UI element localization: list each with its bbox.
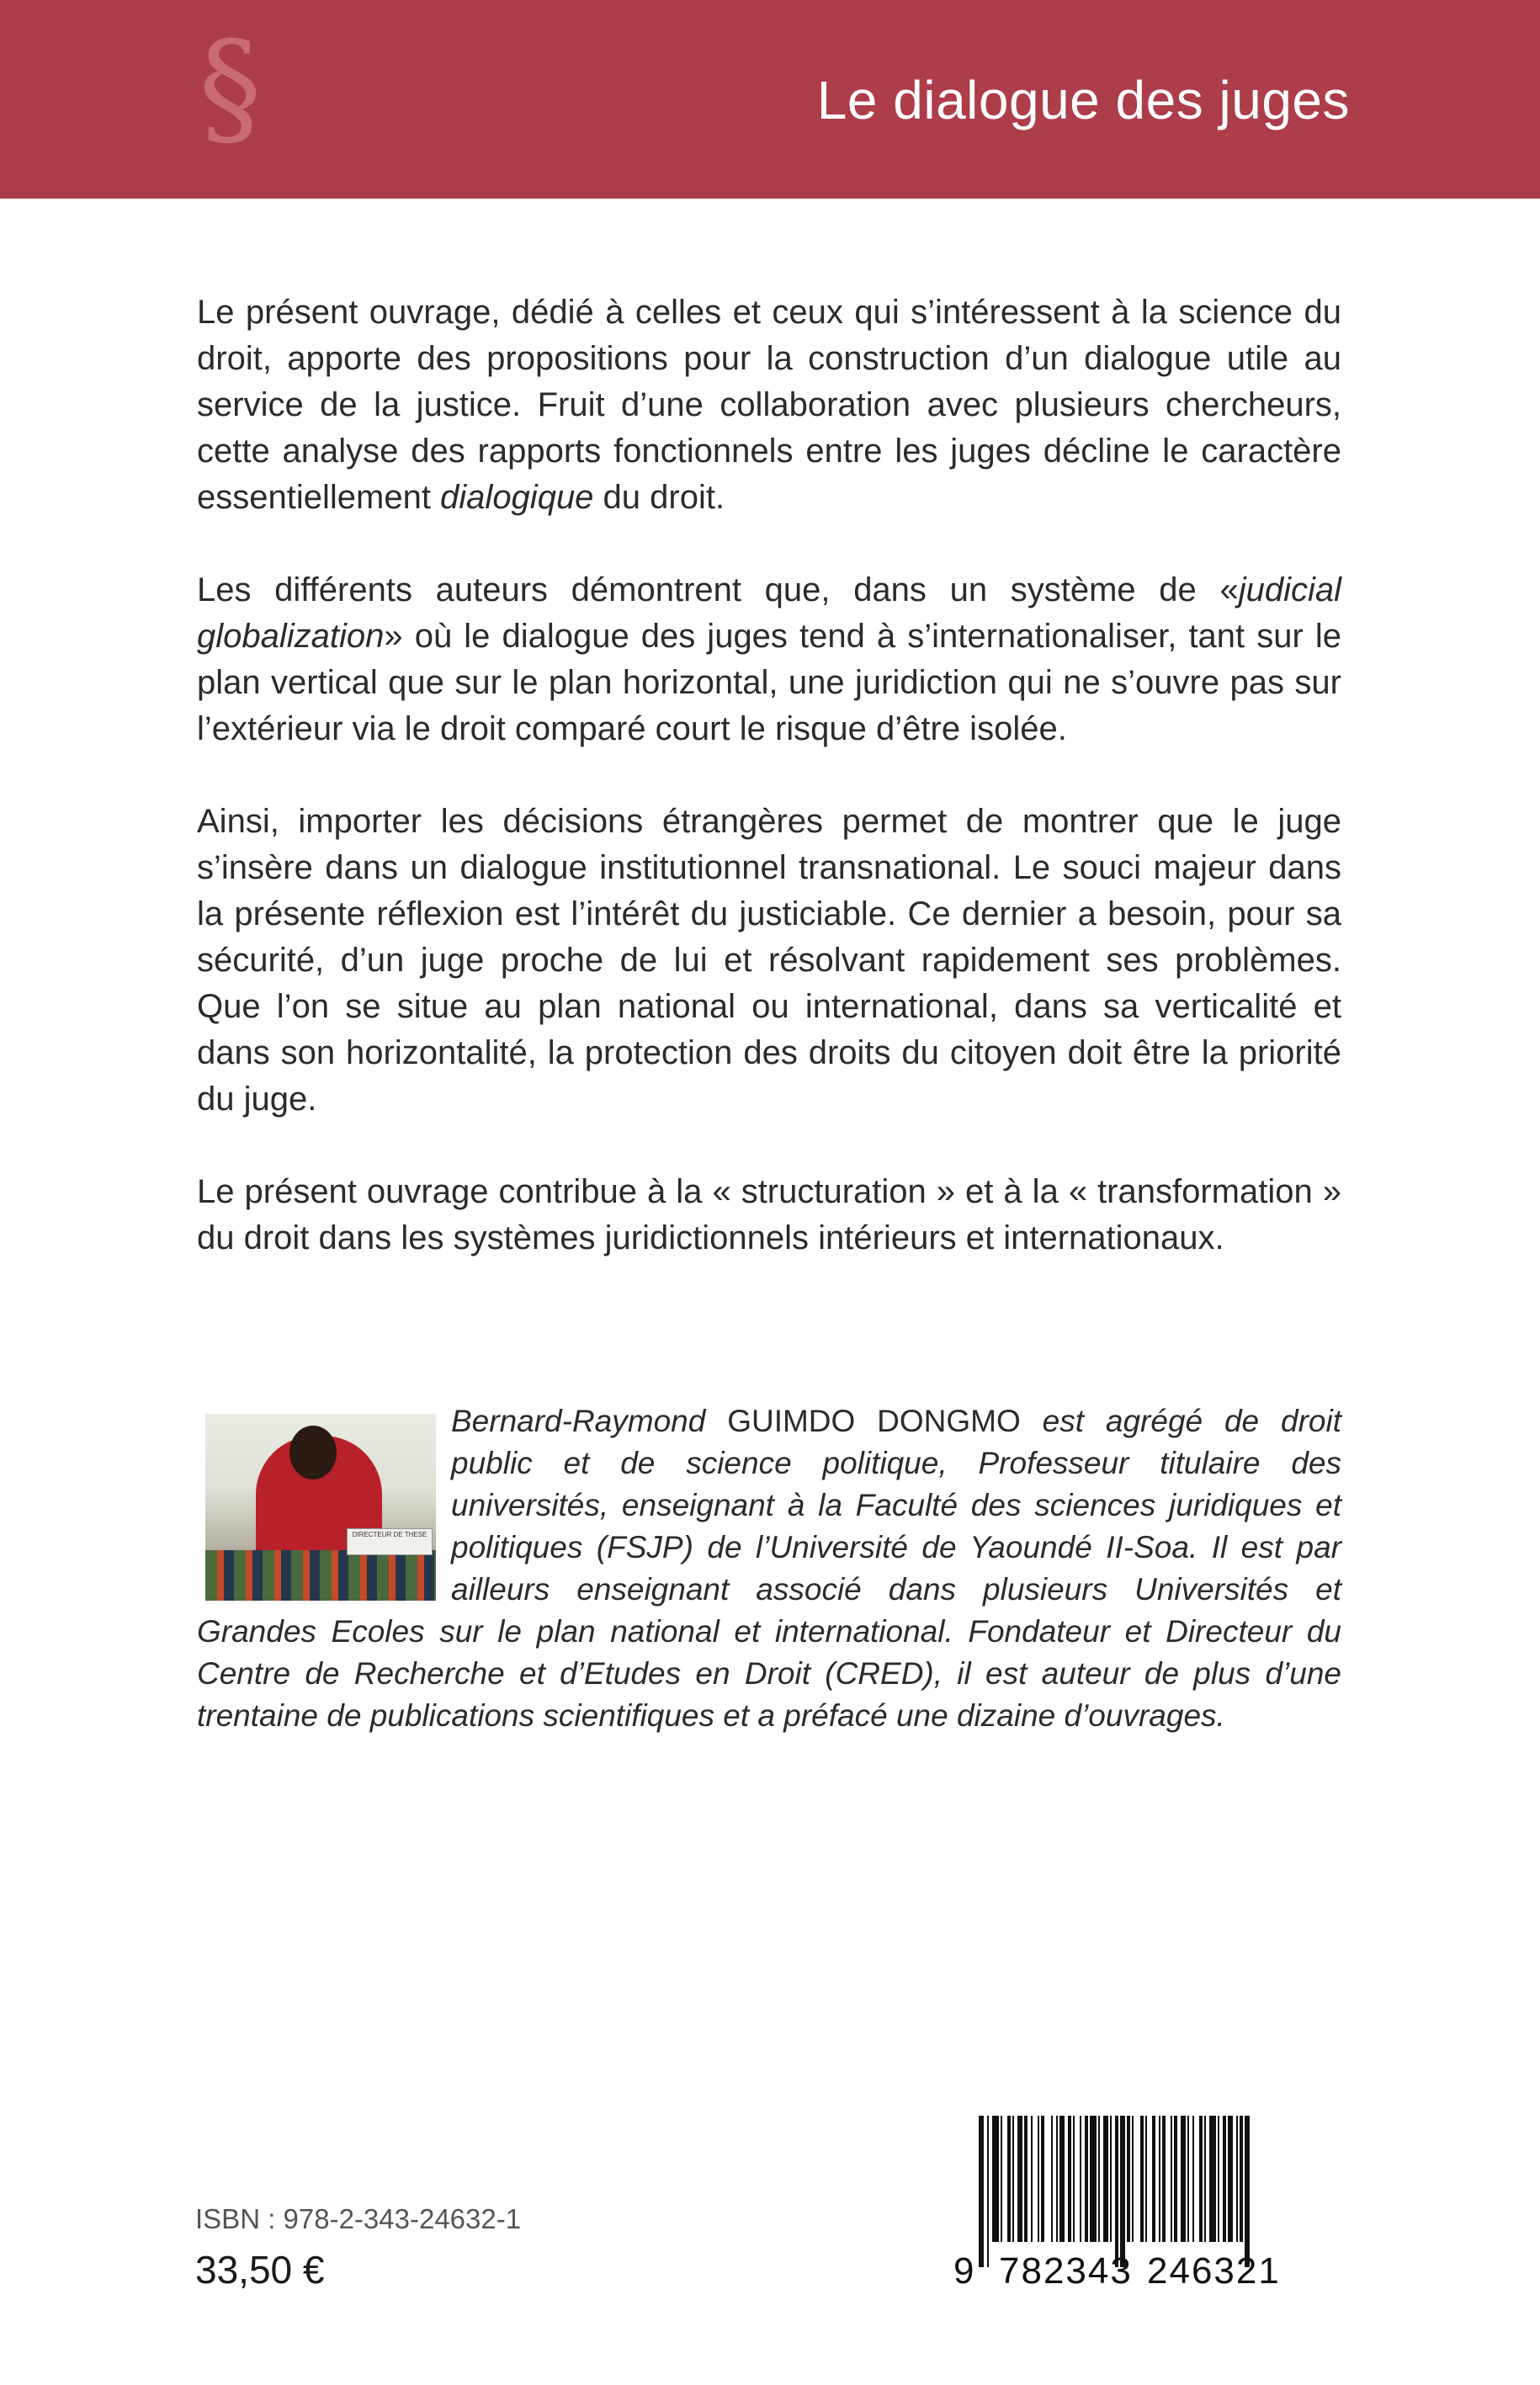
paragraph-4: Le présent ouvrage contribue à la « structuration » et à la « transformation » du droit dans les systèmes juridictionnels intérieurs et internationaux.	[197, 1173, 1341, 1256]
barcode-bar	[1056, 2116, 1058, 2242]
barcode-bar	[1085, 2116, 1088, 2242]
barcode-bar	[1120, 2116, 1125, 2267]
barcode-bar	[1171, 2116, 1172, 2242]
price: 33,50 €	[195, 2248, 325, 2292]
barcode-bar	[1209, 2116, 1216, 2242]
paragraph-1: Le présent ouvrage, dédié à celles et ceux qui s’intéressent à la science du droit, apporte des propositions pour la construction d’un dialogue utile au service de la justice. Fruit d’une collaboration avec plusieurs chercheurs, cette analyse des rapports fonctionnels entre les juges décline le caractère essentiellement dialogique du droit.	[197, 294, 1341, 516]
book-title: Le dialogue des juges	[816, 70, 1350, 130]
barcode-bar	[1068, 2116, 1071, 2242]
barcode-bar	[1098, 2116, 1100, 2242]
isbn: ISBN : 978-2-343-24632-1	[195, 2203, 522, 2234]
barcode-bar	[1223, 2116, 1226, 2242]
barcode-digits-left: 782343	[999, 2250, 1133, 2292]
barcode-bar	[1236, 2116, 1238, 2242]
author-name: Bernard-Raymond GUIMDO DONGMO	[451, 1404, 1021, 1438]
barcode-bar	[1059, 2116, 1065, 2242]
barcode-bar	[1245, 2116, 1250, 2267]
barcode-bar	[1240, 2116, 1243, 2242]
barcode-bar	[1187, 2116, 1189, 2242]
barcode-bars	[979, 2116, 1305, 2267]
barcode-bar	[1145, 2116, 1147, 2242]
barcode-bar	[1041, 2116, 1044, 2242]
barcode	[947, 2116, 1317, 2306]
barcode-bar	[1073, 2116, 1075, 2242]
author-photo	[205, 1414, 436, 1601]
barcode-bar	[1110, 2116, 1112, 2242]
section-sign-icon: §	[199, 15, 262, 162]
barcode-bar	[1132, 2116, 1134, 2242]
barcode-bar	[1024, 2116, 1028, 2242]
barcode-digits-right: 246321	[1147, 2250, 1281, 2292]
blurb-text	[197, 289, 1341, 1308]
barcode-bar	[1199, 2116, 1203, 2242]
barcode-bar	[1204, 2116, 1206, 2242]
barcode-digit-first: 9	[953, 2250, 974, 2292]
name-plate: DIRECTEUR DE THESE	[347, 1528, 433, 1555]
barcode-bar	[992, 2116, 999, 2242]
barcode-bar	[1012, 2116, 1014, 2242]
paragraph-2: Les différents auteurs démontrent que, dans un système de «judicial globalization» où le dialogue des juges tend à s’internationaliser, tant sur le plan vertical que sur le plan horizontal, une juridiction qui ne s’ouvre pas sur l’extérieur via le droit comparé court le risque d’être isolée.	[197, 571, 1341, 747]
barcode-bar	[1162, 2116, 1166, 2242]
author-bio	[197, 1400, 1341, 1737]
emphasis-dialogique: dialogique	[440, 479, 594, 516]
paragraph-3: Ainsi, importer les décisions étrangères permet de montrer que le juge s’insère dans un dialogue institutionnel transnational. Le souci majeur dans la présente réflexion est l’intérêt du justiciable. Ce dernier a besoin, pour sa sécurité, d’un juge proche de lui et résolvant rapidement ses problèmes. Que l’on se situe au plan national ou international, dans sa verticalité et dans son horizontalité, la protection des droits du citoyen doit être la priorité du juge.	[197, 803, 1341, 1118]
barcode-bar	[1031, 2116, 1033, 2242]
barcode-bar	[987, 2116, 989, 2267]
barcode-bar	[1152, 2116, 1155, 2242]
barcode-bar	[1017, 2116, 1022, 2242]
barcode-bar	[1192, 2116, 1194, 2242]
barcode-bar	[979, 2116, 984, 2267]
barcode-bar	[1127, 2116, 1130, 2242]
barcode-bar	[1140, 2116, 1144, 2242]
emphasis-judicial-globalization: judicial globalization	[197, 571, 1341, 655]
barcode-bar	[1080, 2116, 1081, 2242]
barcode-bar	[1181, 2116, 1186, 2242]
barcode-bar	[1115, 2116, 1118, 2267]
barcode-bar	[1218, 2116, 1219, 2242]
barcode-bar	[1174, 2116, 1177, 2242]
barcode-bar	[1051, 2116, 1053, 2242]
barcode-bar	[1159, 2116, 1160, 2242]
barcode-bar	[1103, 2116, 1108, 2242]
barcode-bar	[1038, 2116, 1039, 2242]
barcode-bar	[1007, 2116, 1011, 2242]
author-bio-text: est agrégé de droit public et de science politique, Professeur titulaire des universités, enseignant à la Faculté des sciences juridiques et politiques (FSJP) de l’Université de Yaoundé II-Soa. Il est par ailleurs enseignant associé dans plusieurs Universités et Grandes Ecoles sur le plan national et international. Fondateur et Directeur du Centre de Recherche et d’Etudes en Droit (CRED), il est auteur de plus d’une trentaine de publications scientifiques et a préfacé une dizaine d’ouvrages.	[197, 1404, 1341, 1733]
cover-header-band	[0, 0, 1540, 199]
barcode-bar	[1228, 2116, 1233, 2242]
barcode-bar	[1001, 2116, 1002, 2242]
barcode-bar	[1090, 2116, 1097, 2242]
